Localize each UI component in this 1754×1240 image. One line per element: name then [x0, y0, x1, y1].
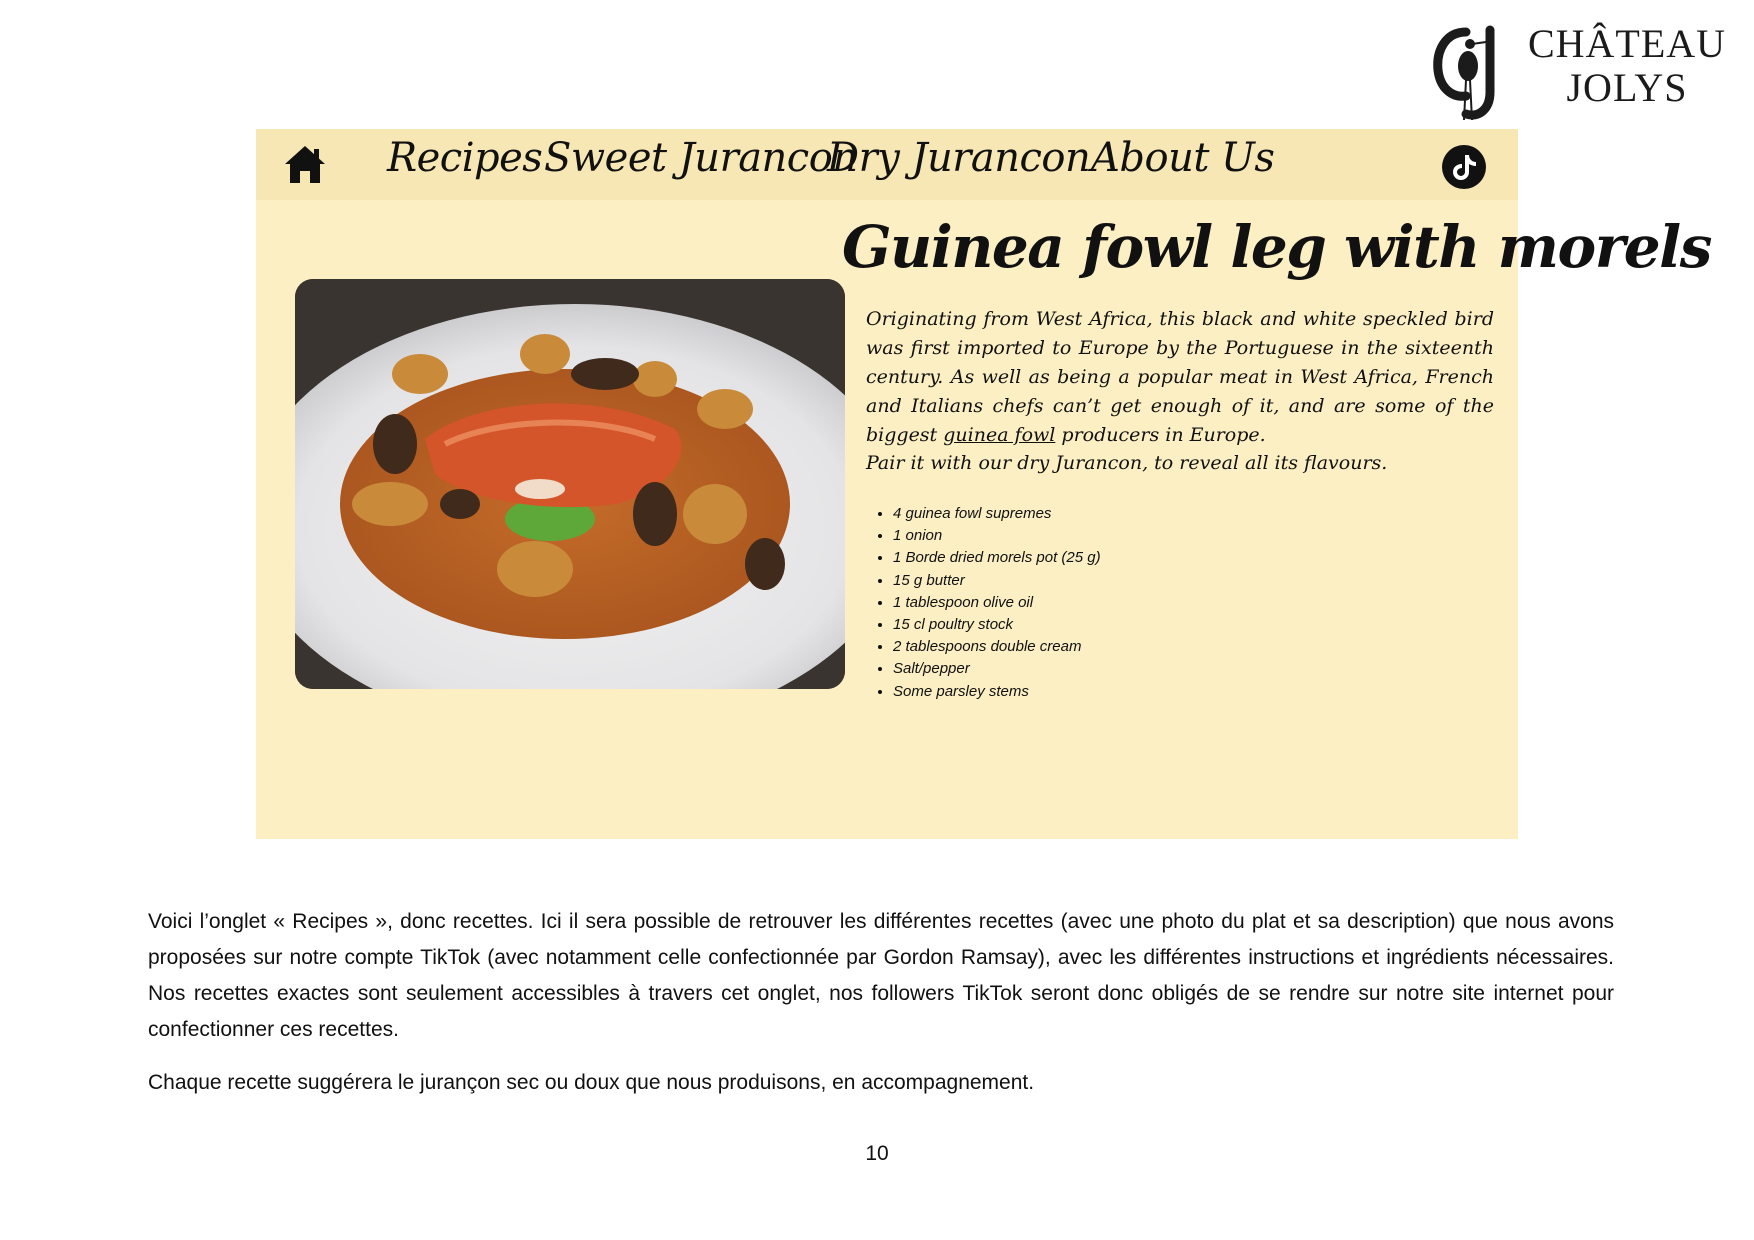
nav-dry-jurancon[interactable]: Dry Jurancon	[827, 135, 1091, 181]
ingredients-list	[866, 503, 1101, 703]
dish-photo	[295, 279, 845, 689]
brand-line-2: JOLYS	[1566, 65, 1688, 110]
body-paragraph-2: Chaque recette suggérera le jurançon sec ou doux que nous produisons, en accompagnement.	[148, 1071, 1035, 1094]
list-item: • 15 g butter	[893, 570, 1101, 592]
home-icon[interactable]	[283, 142, 327, 186]
description-text-2: producers in Europe.	[1055, 424, 1266, 446]
tiktok-icon[interactable]	[1442, 145, 1486, 189]
website-screenshot	[256, 129, 1711, 839]
site-navbar	[256, 129, 1518, 200]
description-text-1: Originating from West Africa, this black and white speckled bird was first imported to Europe by the Portuguese in the sixteenth century. As well as being a popular meat in West Africa, French and Italians chefs can’t get enough of it, and are some of the biggest	[866, 308, 1494, 446]
brand-line-1: CHÂTEAU	[1527, 21, 1727, 66]
nav-recipes[interactable]: Recipes	[387, 135, 543, 181]
nav-about-us[interactable]: About Us	[1091, 135, 1275, 181]
heron-monogram-icon	[1432, 22, 1512, 122]
list-item: • 15 cl poultry stock	[893, 614, 1101, 636]
nav-sweet-jurancon[interactable]: Sweet Jurancon	[544, 135, 858, 181]
tiktok-glyph-icon	[1451, 153, 1477, 181]
page-number: 10	[865, 1142, 889, 1165]
list-item: • Salt/pepper	[893, 658, 1101, 680]
wine-pairing: Pair it with our dry Jurancon, to reveal all its flavours.	[866, 452, 1388, 474]
list-item: • 4 guinea fowl supremes	[893, 503, 1101, 525]
guinea-fowl-link[interactable]: guinea fowl	[943, 424, 1056, 446]
list-item: • 1 onion	[893, 525, 1101, 547]
list-item: • 1 Borde dried morels pot (25 g)	[893, 547, 1101, 569]
list-item: • 2 tablespoons double cream	[893, 636, 1101, 658]
dish-illustration-icon	[295, 279, 845, 689]
recipe-title: Guinea fowl leg with morels	[842, 213, 1711, 281]
chateau-jolys-logo	[1432, 22, 1732, 122]
list-item: • Some parsley stems	[893, 681, 1101, 703]
list-item: • 1 tablespoon olive oil	[893, 592, 1101, 614]
body-paragraph-1: Voici l’onglet « Recipes », donc recettes. Ici il sera possible de retrouver les différentes recettes (avec une photo du plat et sa description) que nous avons proposées sur notre compte TikTok (avec notamment celle confectionnée par Gordon Ramsay), avec les différentes instructions et ingrédients nécessaires. Nos recettes exactes sont seulement accessibles à travers cet onglet, nos followers TikTok seront donc obligés de se rendre sur notre site internet pour confectionner ces recettes.	[148, 910, 1614, 1041]
recipe-description	[866, 305, 1494, 450]
